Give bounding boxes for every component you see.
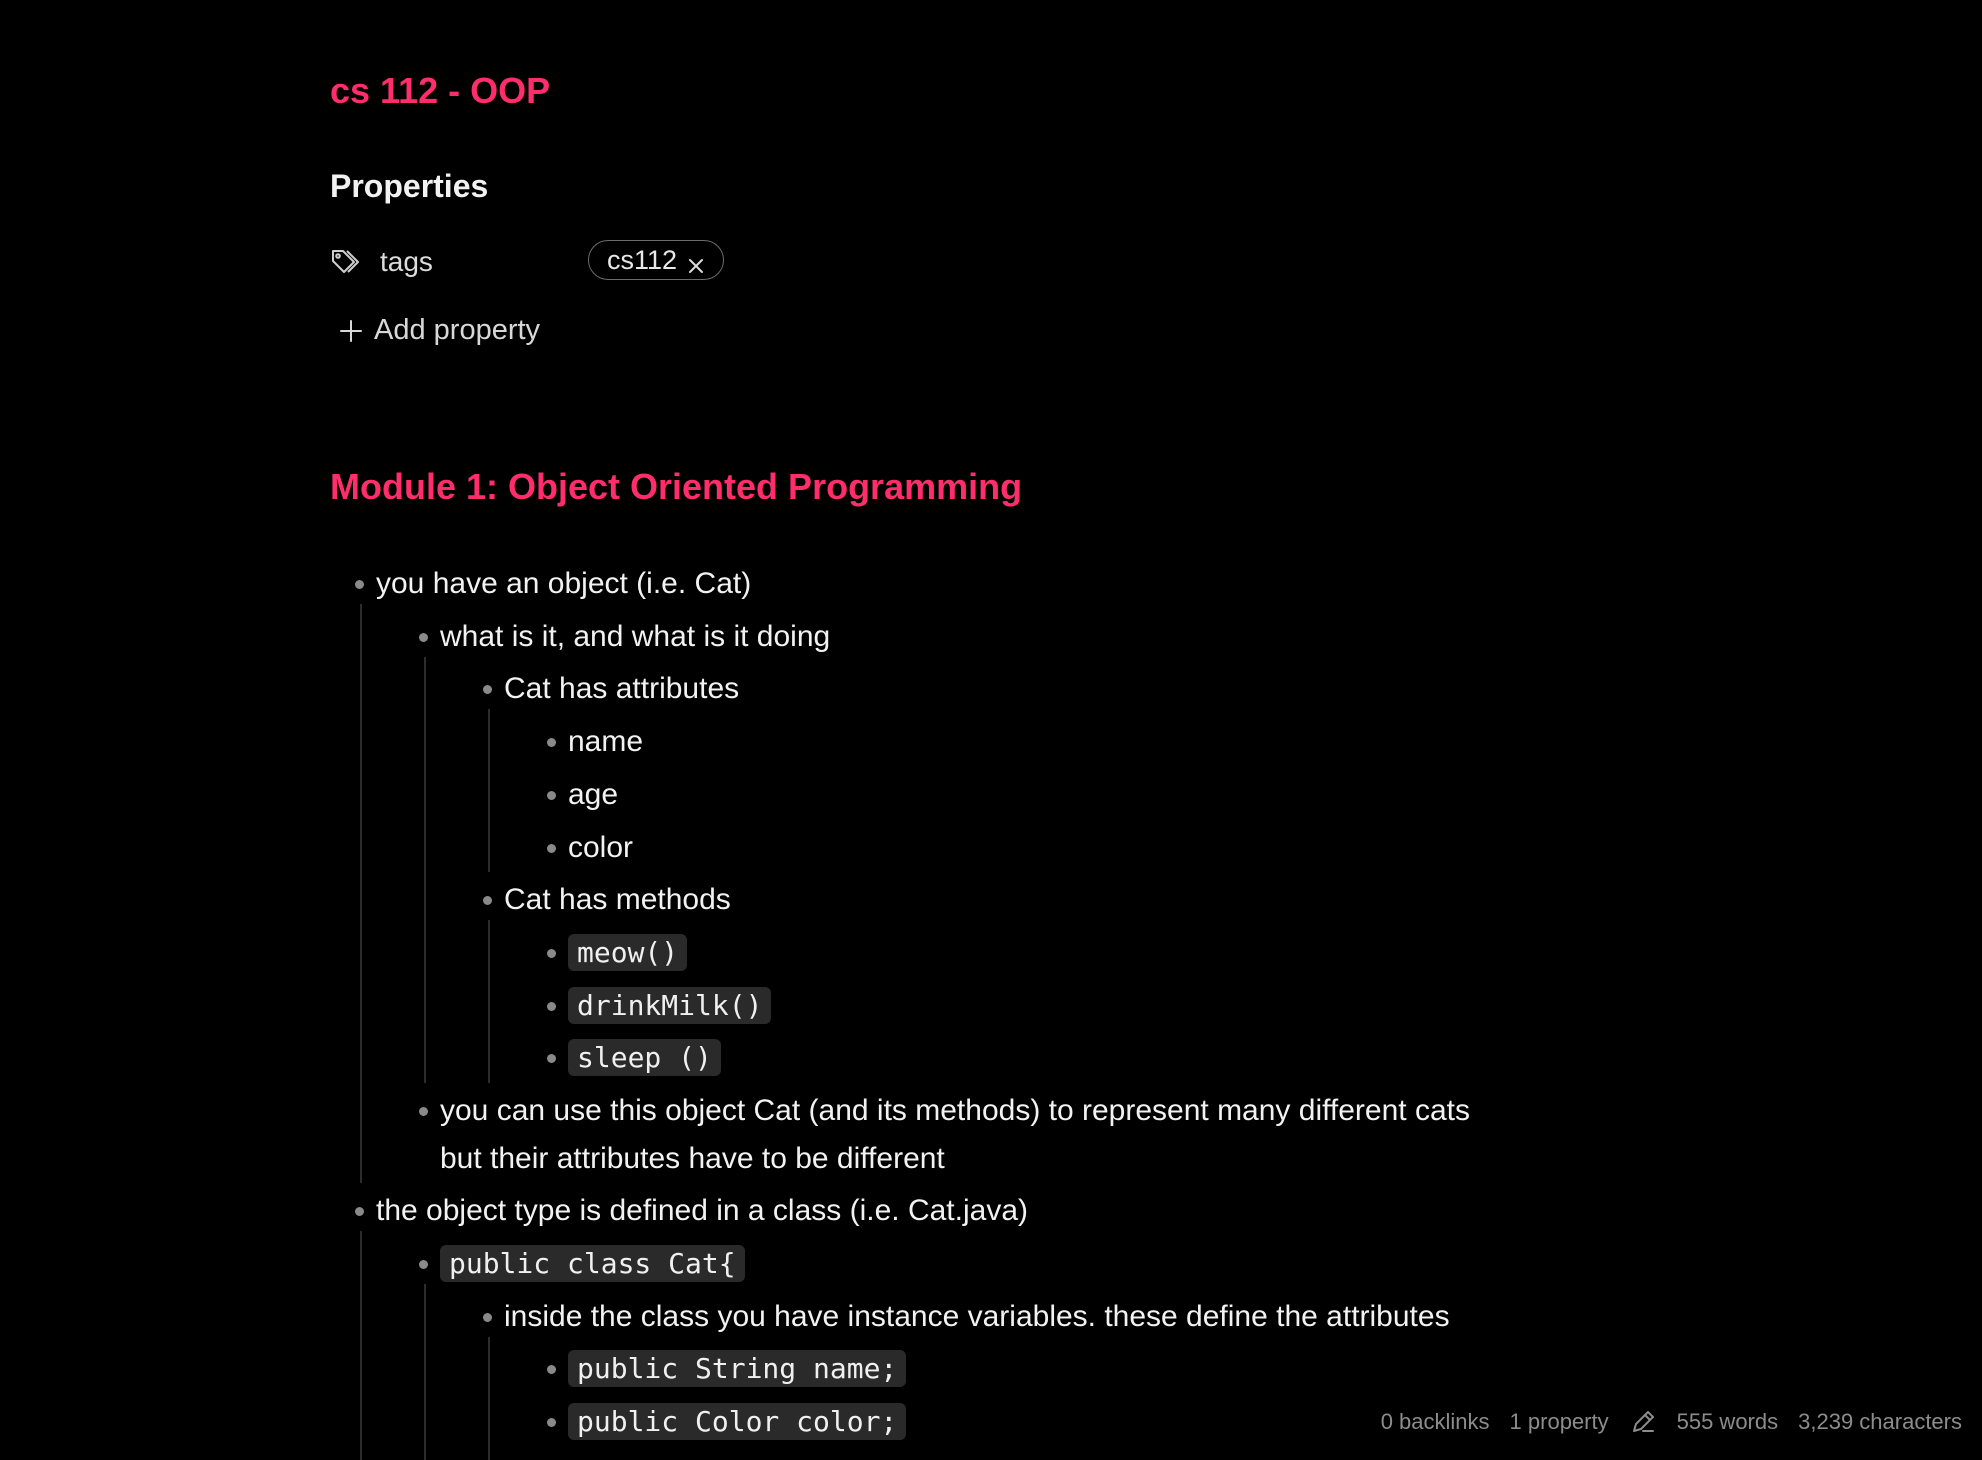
list-item-text: you can use this object Cat (and its methods) to represent many different cats: [440, 1094, 1470, 1127]
list-item[interactable]: [568, 1034, 721, 1082]
list-item-text: the object type is defined in a class (i.e. Cat.java): [376, 1194, 1029, 1228]
module-heading[interactable]: Module 1: Object Oriented Programming: [330, 466, 1023, 507]
list-item[interactable]: [376, 560, 751, 608]
indent-guide: [488, 1337, 490, 1460]
tags-icon: [330, 247, 366, 277]
backlinks-count[interactable]: 0 backlinks: [1380, 1409, 1490, 1434]
list-item[interactable]: [568, 929, 687, 977]
property-row-tags: [330, 240, 1230, 284]
indent-guide: [424, 1284, 426, 1460]
list-item[interactable]: [440, 1240, 745, 1288]
property-key[interactable]: tags: [380, 246, 433, 277]
list-item[interactable]: [440, 613, 830, 661]
bullet-icon[interactable]: [355, 1207, 364, 1216]
indent-guide: [488, 920, 490, 1083]
list-item[interactable]: [568, 1398, 906, 1446]
bullet-icon[interactable]: [547, 791, 556, 800]
list-item-text: name: [568, 725, 644, 759]
inline-code: public class Cat{: [440, 1245, 745, 1282]
list-item-text: inside the class you have instance variables. these define the attributes: [504, 1299, 1450, 1333]
list-item-text: Cat has attributes: [504, 672, 740, 706]
properties-count[interactable]: 1 property: [1509, 1409, 1609, 1434]
bullet-icon[interactable]: [419, 1260, 428, 1269]
close-icon[interactable]: [687, 251, 705, 269]
add-property-button[interactable]: [338, 314, 540, 347]
inline-code: drinkMilk(): [568, 987, 771, 1024]
list-item[interactable]: [568, 718, 643, 766]
list-item[interactable]: [376, 1187, 1028, 1235]
list-item[interactable]: [568, 824, 633, 872]
tag-pill[interactable]: [588, 240, 724, 280]
indent-guide: [360, 1231, 362, 1460]
plus-icon: [338, 318, 364, 344]
list-item-text: age: [568, 777, 619, 811]
bullet-icon[interactable]: [547, 949, 556, 958]
list-item[interactable]: [504, 876, 731, 924]
list-item[interactable]: [504, 665, 739, 713]
add-property-label: Add property: [374, 314, 541, 346]
bullet-icon[interactable]: [483, 896, 492, 905]
list-item[interactable]: [568, 1345, 906, 1393]
list-item-text: you have an object (i.e. Cat): [376, 567, 752, 600]
list-item[interactable]: [568, 771, 618, 819]
bullet-icon[interactable]: [547, 1365, 556, 1374]
list-item-text-continued: but their attributes have to be different: [440, 1142, 945, 1175]
bullet-icon[interactable]: [547, 1002, 556, 1011]
indent-guide: [424, 657, 426, 1083]
word-count: 555 words: [1676, 1409, 1779, 1434]
inline-code: public Color color;: [568, 1403, 906, 1440]
tag-label[interactable]: cs112: [607, 244, 678, 275]
inline-code: meow(): [568, 934, 687, 971]
inline-code: sleep (): [568, 1039, 721, 1076]
note-title[interactable]: cs 112 - OOP: [330, 70, 551, 111]
inline-code: public String name;: [568, 1350, 906, 1387]
list-item[interactable]: [568, 982, 771, 1030]
bullet-icon[interactable]: [355, 580, 364, 589]
bullet-icon[interactable]: [419, 1107, 428, 1116]
pencil-icon[interactable]: [1629, 1408, 1657, 1436]
indent-guide: [488, 709, 490, 872]
status-bar: [1381, 1408, 1962, 1436]
bullet-icon[interactable]: [547, 1054, 556, 1063]
bullet-icon[interactable]: [419, 633, 428, 642]
list-item-text: Cat has methods: [504, 883, 731, 917]
bullet-icon[interactable]: [483, 1313, 492, 1322]
list-item[interactable]: [504, 1293, 1450, 1341]
bullet-icon[interactable]: [547, 1418, 556, 1427]
list-item-text: what is it, and what is it doing: [440, 619, 831, 653]
indent-guide: [360, 604, 362, 1183]
properties-heading[interactable]: Properties: [330, 168, 489, 204]
list-item-text: color: [568, 830, 634, 864]
list-item[interactable]: [440, 1087, 1470, 1183]
bullet-icon[interactable]: [547, 738, 556, 747]
bullet-icon[interactable]: [483, 685, 492, 694]
bullet-icon[interactable]: [547, 844, 556, 853]
character-count: 3,239 characters: [1798, 1409, 1962, 1434]
